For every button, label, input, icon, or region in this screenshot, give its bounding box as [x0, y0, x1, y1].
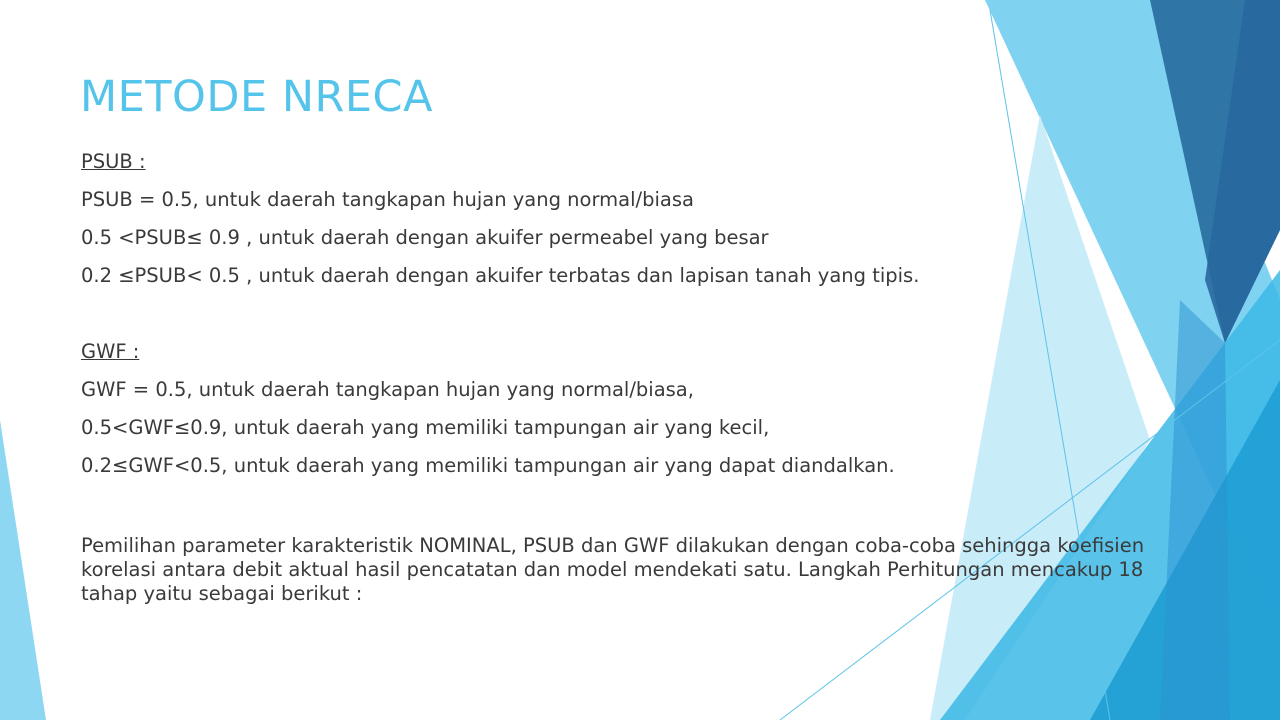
- gwf-line: GWF = 0.5, untuk daerah tangkapan hujan yang normal/biasa,: [81, 378, 694, 401]
- slide-title: METODE NRECA: [80, 72, 433, 122]
- psub-line: 0.2 ≤PSUB< 0.5 , untuk daerah dengan akuifer terbatas dan lapisan tanah yang tipis.: [81, 264, 920, 287]
- gwf-line: 0.2≤GWF<0.5, untuk daerah yang memiliki tampungan air yang dapat diandalkan.: [81, 454, 895, 477]
- psub-heading: PSUB :: [81, 150, 146, 173]
- gwf-heading: GWF :: [81, 340, 140, 363]
- description-paragraph: Pemilihan parameter karakteristik NOMINAL, PSUB dan GWF dilakukan dengan coba-coba sehingga koefisien korelasi antara debit aktual hasil pencatatan dan model mendekati satu. Langkah Perhitungan mencakup 18 tahap yaitu sebagai berikut :: [81, 534, 1145, 605]
- deco-left-triangle: [0, 420, 46, 720]
- psub-line: 0.5 <PSUB≤ 0.9 , untuk daerah dengan akuifer permeabel yang besar: [81, 226, 769, 249]
- slide-body: [81, 150, 1161, 606]
- gwf-line: 0.5<GWF≤0.9, untuk daerah yang memiliki tampungan air yang kecil,: [81, 416, 770, 439]
- psub-line: PSUB = 0.5, untuk daerah tangkapan hujan yang normal/biasa: [81, 188, 694, 211]
